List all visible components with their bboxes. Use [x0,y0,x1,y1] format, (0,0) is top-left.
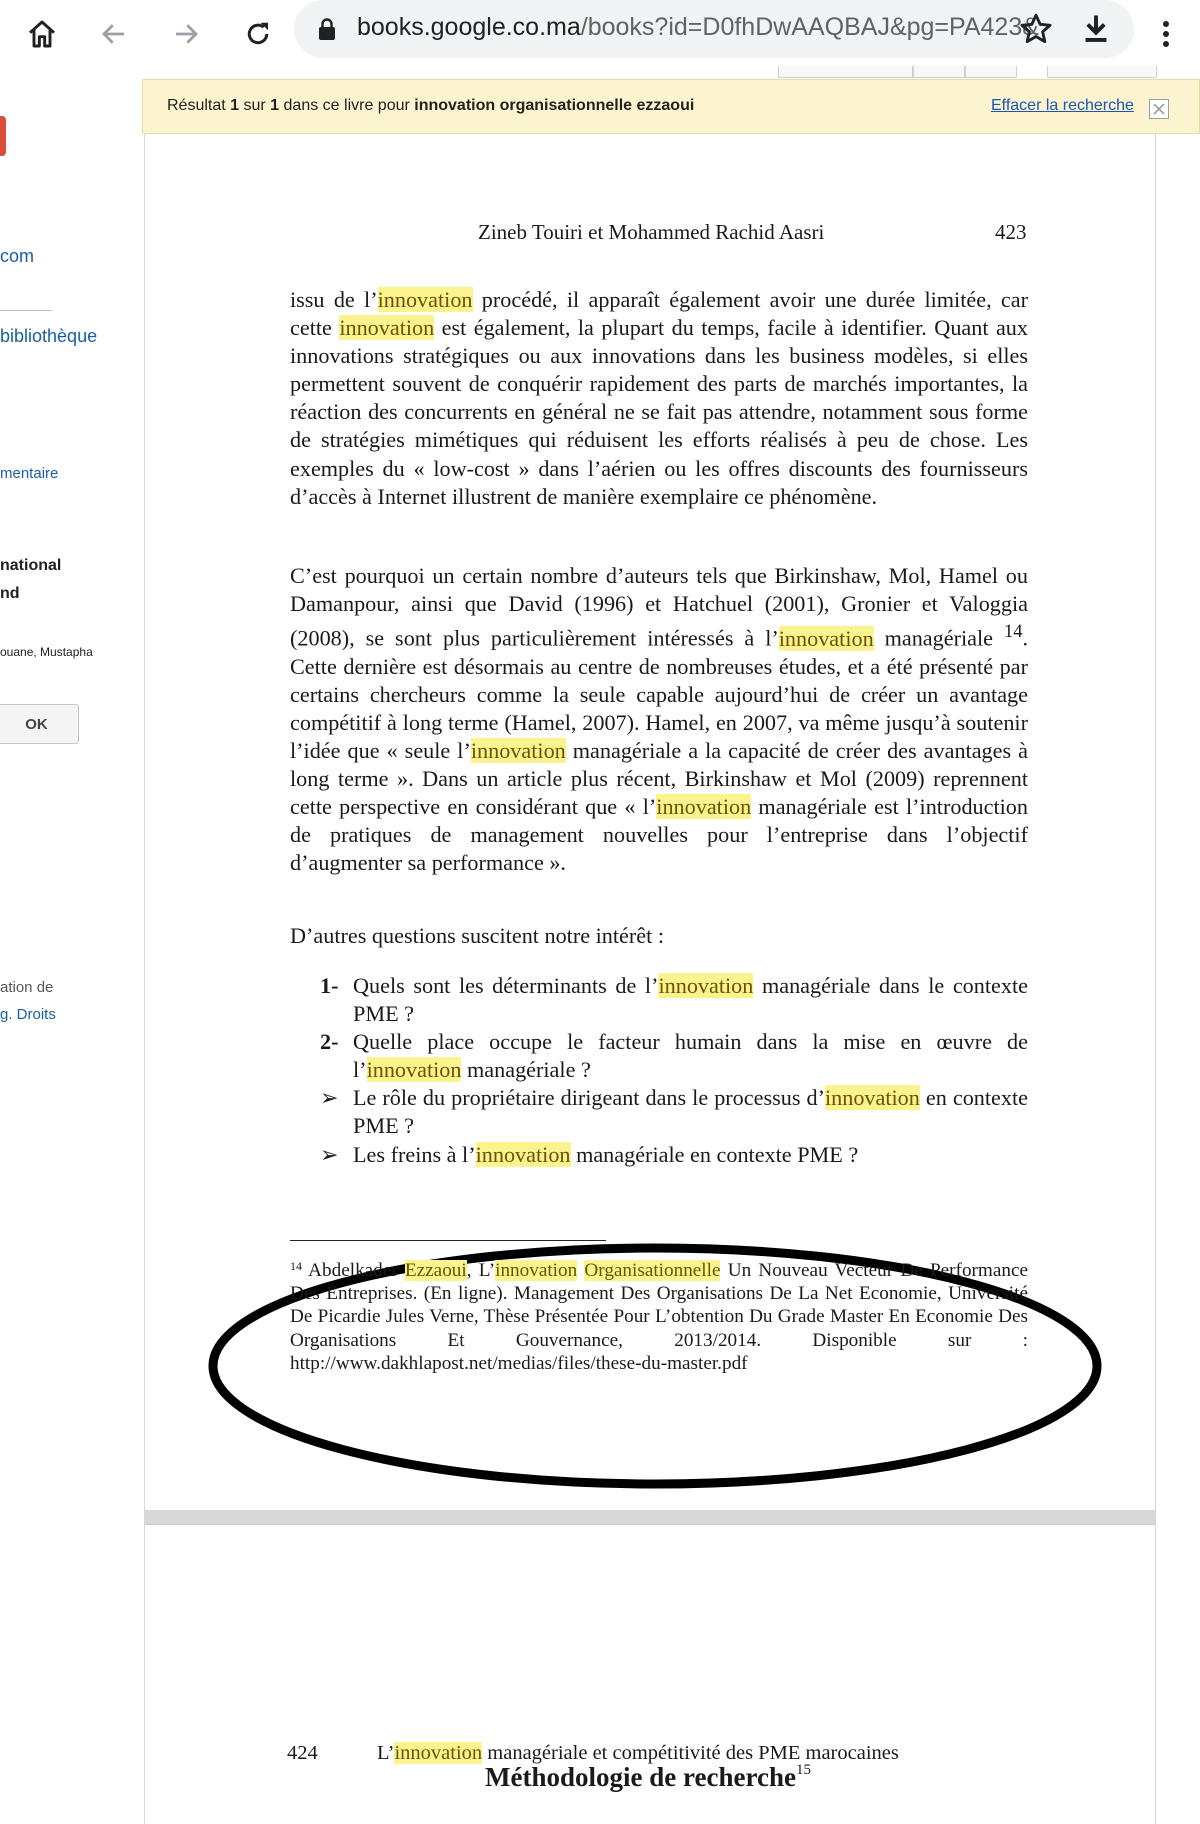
search-highlight: innovation [470,737,566,763]
page-number-424: 424 [287,1742,318,1764]
search-highlight: innovation [394,1742,483,1764]
home-button[interactable] [16,8,68,60]
sidebar-link-rights[interactable]: g. Droits [0,1006,56,1023]
text-run: managériale et compétitivité des PME marocaines [482,1742,899,1764]
list-item [320,1028,1028,1084]
home-icon [26,18,58,50]
close-icon [1152,102,1166,116]
paragraph-2 [290,562,1028,877]
search-result-text: Résultat 1 sur 1 dans ce livre pour innovation organisationnelle ezzaoui [167,97,695,114]
close-banner-button[interactable] [1149,99,1169,119]
footnote-ref: 14 [1003,622,1023,643]
search-highlight: innovation [377,287,473,312]
search-highlight: innovation [778,625,874,651]
url-host: books.google.co.ma [357,13,581,41]
section-title: Méthodologie de recherche [485,1762,796,1792]
arrow-bullet-icon: ➢ [320,1085,339,1111]
reload-button[interactable] [232,8,284,60]
page-authors: Zineb Touiri et Mohammed Rachid Aasri [478,220,825,244]
footnote-14 [290,1255,1028,1375]
page-separator [144,1510,1156,1524]
section-heading [142,1762,1154,1793]
section-footnote-ref: 15 [795,1762,811,1778]
lock-icon [318,17,336,41]
search-highlight: innovation [495,1260,578,1281]
address-bar[interactable] [294,0,1134,58]
text-run: Un Nouveau Vecteur De Performance Des Entreprises. (En ligne). Management Des Organisations De La Net Economie, Université De Picardie Jules Verne, Thèse Présentée Pour L’obtention Du Grade Master En Economie Des Organisations Et Gouvernance, 2013/2014. Disponible sur : http://www.dakhlapost.net/medias/files/these-du-master.pdf [290,1260,1028,1374]
paragraph-3: D’autres questions suscitent notre intérêt : [290,923,665,948]
text-run: managériale est l’introduction de pratiques de management nouvelles pour l’entreprise dans l’objectif d’augmenter sa performance ». [290,794,1028,876]
text-run: , L’ [466,1260,496,1281]
text-run: managériale a la capacité de créer des avantages à long terme ». Dans un article plus récent, Birkinshaw et Mol (2009) reprennent cette perspective en considérant que « l’ [290,737,1028,820]
list-item [320,1084,1028,1140]
list-item-text [353,1029,1028,1082]
search-highlight: Organisationnelle [584,1260,721,1281]
search-highlight: innovation [339,315,435,341]
sidebar-publisher-line1: national [0,557,62,574]
sidebar-authors: ouane, Mustapha [0,645,93,659]
list-number: 1- [320,973,339,998]
arrow-bullet-icon: ➢ [320,1141,339,1167]
text-run: C’est pourquoi un certain nombre d’auteurs tels que Birkinshaw, Mol, Hamel ou Damanpour, ainsi que David (1996) et Hatchuel (2001), Gronier et Valoggia (2008), se sont plus particulièrement intéressés à l’ [290,563,1028,651]
list-item-text [353,1085,1028,1138]
search-result-banner [142,79,1200,134]
url-text[interactable] [357,13,1039,45]
download-icon[interactable] [1078,11,1114,47]
footnote-ref: 14 [290,1259,302,1273]
forward-button[interactable] [160,8,212,60]
more-menu-button[interactable] [1140,8,1192,60]
book-page-423 [144,134,1156,1576]
viewer-toolbar-button[interactable] [1047,66,1157,78]
ok-button[interactable]: OK [0,704,79,744]
back-icon [99,19,129,49]
search-highlight: innovation [366,1057,462,1083]
text-run: L’ [377,1742,395,1764]
list-item [320,972,1028,1028]
page-number: 423 [995,220,1027,244]
text-run: en contexte PME ? [353,1085,1028,1139]
list-item [320,1141,1028,1169]
list-number: 2- [320,1029,339,1055]
search-highlight: Ezzaoui [404,1260,467,1281]
left-panel [0,66,142,1748]
sidebar-divider [0,310,52,311]
text-run: managériale dans le contexte PME ? [353,973,1028,1027]
text-run: managériale ? [461,1057,591,1083]
search-highlight: innovation [824,1085,920,1111]
sidebar-link-library[interactable]: bibliothèque [0,326,98,346]
text-run: issu de l’ [290,287,378,312]
list-item-text [353,1142,858,1167]
sidebar-citation: ation de [0,979,54,996]
book-viewer [142,66,1200,1792]
browser-toolbar [0,0,1200,66]
paragraph-1 [290,286,1028,511]
sidebar-publisher-line2: nd [0,585,20,602]
clear-search-link[interactable]: Effacer la recherche [991,97,1134,114]
text-run: Le rôle du propriétaire dirigeant dans le processus d’ [353,1085,825,1111]
get-book-button-edge[interactable] [0,116,6,156]
viewer-toolbar-button[interactable] [913,66,965,78]
questions-list [320,972,1028,1169]
sidebar-link-review[interactable]: mentaire [0,465,59,482]
list-item-text [353,973,1028,1026]
text-run: Quels sont les déterminants de l’ [353,973,659,998]
search-highlight: innovation [656,794,752,820]
reload-icon [243,19,273,49]
text-run: Abdelkader [302,1260,405,1281]
text-run: Les freins à l’ [353,1141,476,1167]
star-icon[interactable] [1018,11,1054,47]
search-highlight: innovation [658,973,754,998]
sidebar-link-com[interactable]: com [0,246,35,266]
search-highlight: innovation [475,1141,571,1167]
viewer-toolbar-button[interactable] [965,66,1017,78]
viewer-toolbar-button[interactable] [778,66,913,78]
text-run: managériale [873,625,1004,651]
more-vert-icon [1161,19,1171,49]
text-run: procédé, il apparaît également avoir une durée limitée, car cette [290,287,1028,341]
text-run: Quelle place occupe le facteur humain dans la mise en œuvre de l’ [353,1029,1028,1083]
text-run: . Cette dernière est désormais au centre de nombreuses études, et a été présenté par certains chercheurs comme la seule capable aujourd’hui de créer un avantage compétitif à long terme (Hamel, 2007). Hamel, en 2007, va même jusqu’à soutenir l’idée que « seule l’ [290,625,1028,763]
forward-icon [171,19,201,49]
url-path: /books?id=D0fhDwAAQBAJ&pg=PA423& [580,13,1039,41]
text-run: est également, la plupart du temps, facile à identifier. Quant aux innovations stratégiques ou aux innovations dans les business modèles, si elles permettent souvent de conquérir rapidement des parts de marchés importantes, la réaction des concurrents en général ne se fait pas attendre, notamment sous forme de stratégies mimétiques qui réduisent les efforts réalisés à peu de chose. Les exemples du « low-cost » dans l’aérien ou les offres discounts des fournisseurs d’accès à Internet illustrent de manière exemplaire ce phénomène. [290,315,1028,509]
text-run: managériale en contexte PME ? [570,1141,859,1167]
footnote-separator [290,1240,606,1241]
back-button[interactable] [88,8,140,60]
